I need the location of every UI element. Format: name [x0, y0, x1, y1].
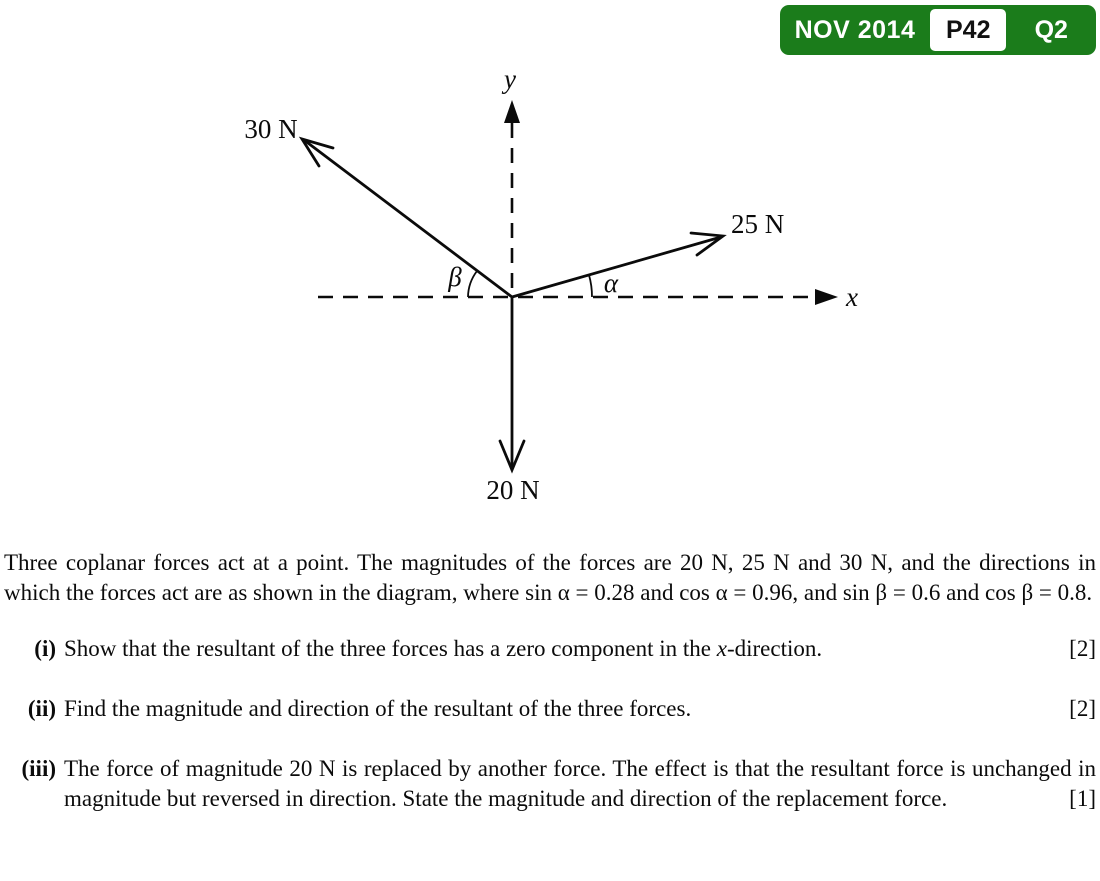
badge-paper: P42	[930, 9, 1006, 51]
force-label-20n: 20 N	[486, 475, 540, 505]
part-iii-text: The force of magnitude 20 N is replaced by another force. The effect is that the resultant force is unchanged in magnitude but reversed in direction. State the magnitude and direction of the replacement force.	[64, 756, 1096, 811]
x-axis-label: x	[846, 282, 858, 312]
question-part-iii	[4, 754, 1096, 814]
italic-x: x	[716, 636, 727, 661]
badge-session: NOV 2014	[794, 15, 916, 44]
x-axis-arrowhead	[815, 289, 838, 305]
part-ii-text: Find the magnitude and direction of the resultant of the three forces.	[64, 696, 692, 721]
part-ii-number: (ii)	[27, 696, 56, 721]
force-arrow-30n	[302, 139, 512, 297]
x-axis	[318, 282, 858, 312]
angle-alpha-label: α	[603, 268, 619, 298]
question-text-block	[0, 548, 1100, 814]
force-label-25n: 25 N	[731, 209, 785, 239]
force-arrow-20n	[500, 297, 524, 470]
question-part-ii	[4, 694, 1096, 724]
question-part-i	[4, 634, 1096, 664]
part-ii-marks: [2]	[1069, 696, 1096, 721]
y-axis	[501, 64, 520, 297]
part-iii-marks: [1]	[1069, 786, 1096, 811]
badge-question-number: Q2	[1034, 15, 1068, 44]
y-axis-label: y	[504, 64, 516, 94]
part-iii-number: (iii)	[21, 756, 56, 781]
force-label-30n: 30 N	[244, 114, 298, 144]
part-i-marks: [2]	[1069, 636, 1096, 661]
qp-badge	[780, 5, 1096, 55]
question-intro: Three coplanar forces act at a point. The magnitudes of the forces are 20 N, 25 N and 30 N, and the directions in which the forces act are as shown in the diagram, where sin α = 0.28 and cos α = 0.96, and sin β = 0.6 and cos β = 0.8.	[4, 550, 1096, 605]
part-i-text: Show that the resultant of the three forces has a zero component in the x-direction.	[64, 636, 823, 661]
y-axis-arrowhead	[504, 100, 520, 123]
angle-beta-label: β	[448, 262, 462, 292]
part-i-number: (i)	[34, 636, 56, 661]
